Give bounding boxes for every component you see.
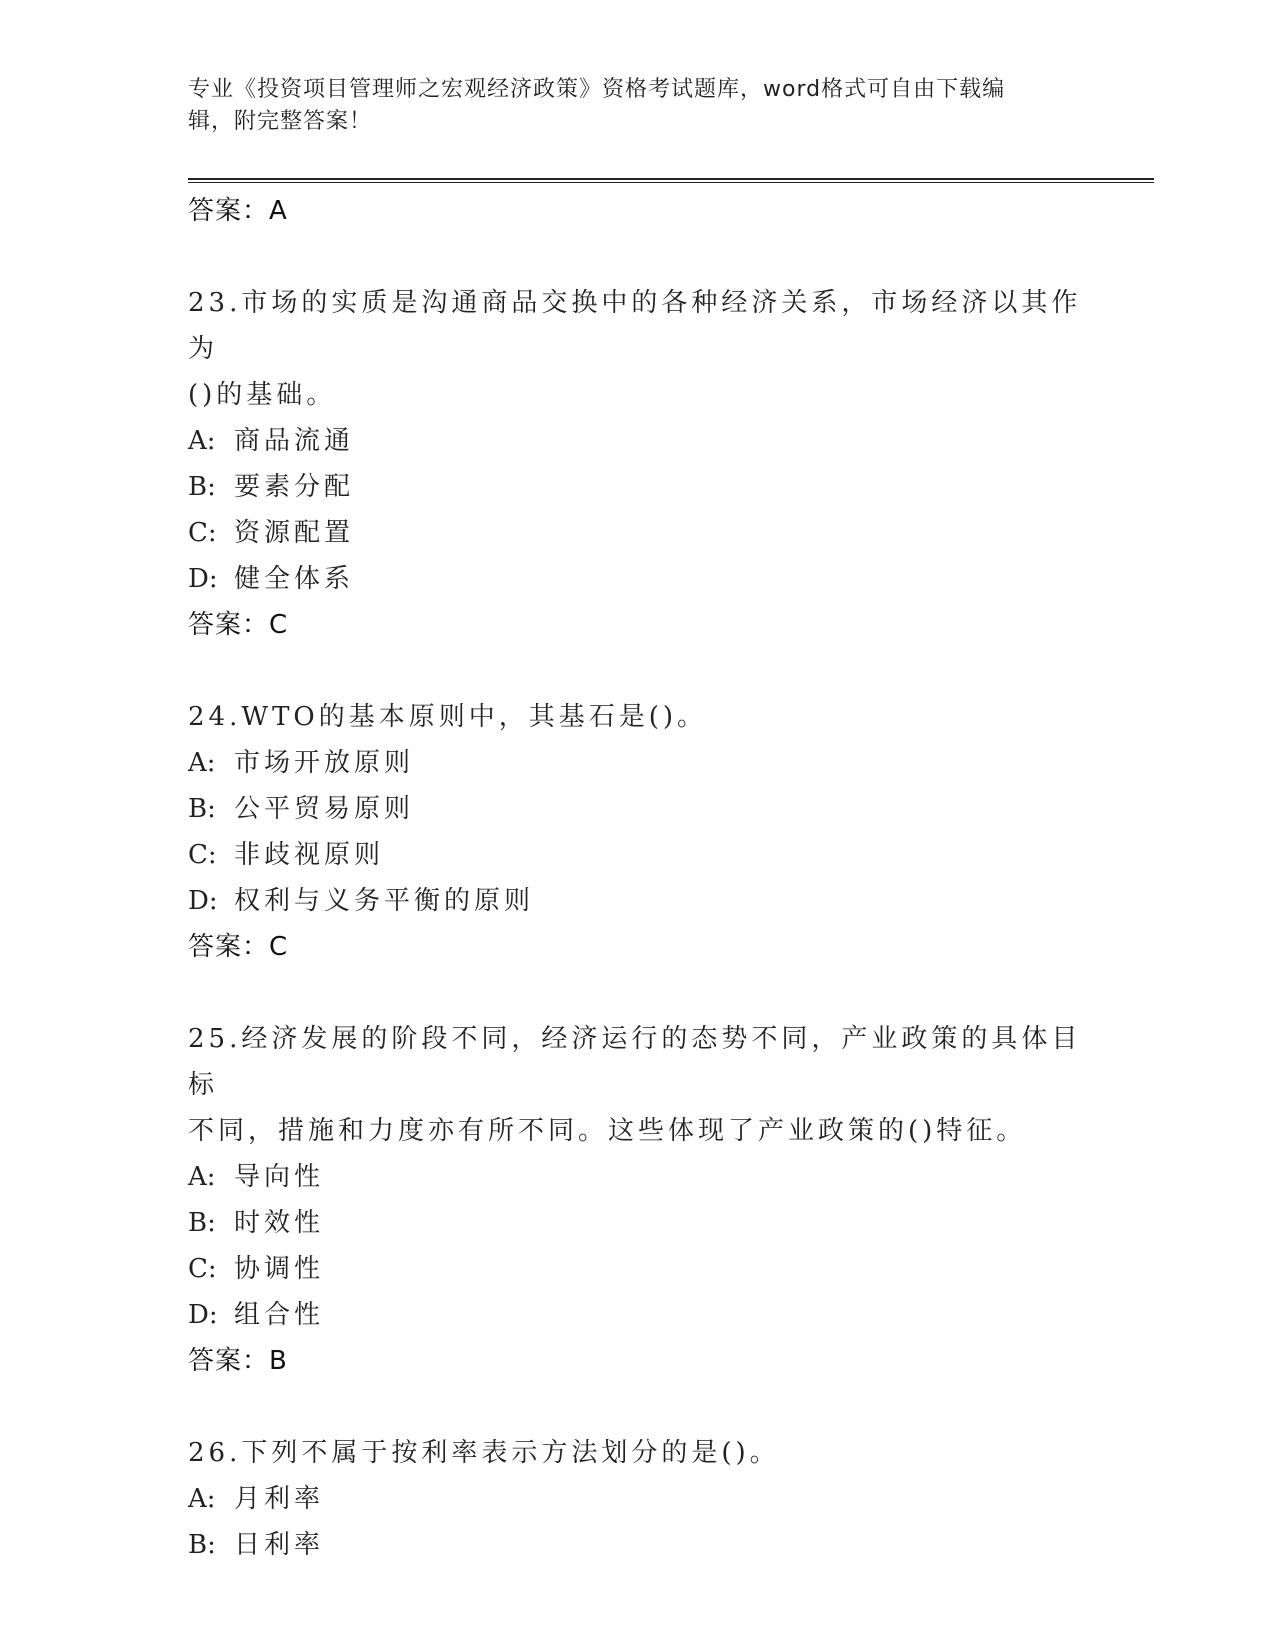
question-text	[188, 694, 1088, 740]
answer-line: 答案：B	[188, 1346, 288, 1376]
header-divider	[188, 178, 1154, 180]
question-23	[188, 280, 1088, 648]
question-line: 23.市场的实质是沟通商品交换中的各种经济关系，市场经济以其作为	[188, 288, 1082, 364]
answer-line: 答案：A	[188, 196, 288, 226]
option-a	[188, 418, 1088, 464]
option-letter: C:	[188, 840, 217, 870]
answer-line: 答案：C	[188, 610, 289, 640]
option-d	[188, 878, 1088, 924]
question-text	[188, 280, 1088, 418]
option-text: 权利与义务平衡的原则	[234, 886, 535, 916]
option-b	[188, 464, 1088, 510]
option-text: 组合性	[234, 1300, 325, 1330]
option-a	[188, 1476, 1088, 1522]
option-text: 导向性	[234, 1162, 325, 1192]
document-header	[188, 74, 1068, 138]
option-letter: C:	[188, 1254, 217, 1284]
option-c	[188, 1246, 1088, 1292]
question-text	[188, 1016, 1088, 1154]
option-text: 要素分配	[234, 472, 355, 502]
option-c	[188, 510, 1088, 556]
option-letter: A:	[188, 426, 216, 456]
option-text: 公平贸易原则	[234, 794, 415, 824]
option-letter: A:	[188, 748, 216, 778]
option-letter: B:	[188, 1208, 216, 1238]
option-text: 日利率	[234, 1530, 325, 1560]
option-letter: D:	[188, 564, 218, 594]
option-d	[188, 556, 1088, 602]
option-a	[188, 740, 1088, 786]
question-line: ()的基础。	[188, 380, 337, 410]
option-text: 市场开放原则	[234, 748, 415, 778]
header-line-1: 专业《投资项目管理师之宏观经济政策》资格考试题库，word格式可自由下载编	[188, 77, 1006, 102]
answer-line: 答案：C	[188, 932, 289, 962]
option-b	[188, 1200, 1088, 1246]
question-line: 25.经济发展的阶段不同，经济运行的态势不同，产业政策的具体目标	[188, 1024, 1082, 1100]
option-text: 资源配置	[234, 518, 355, 548]
question-26	[188, 1430, 1088, 1568]
option-letter: B:	[188, 472, 216, 502]
question-list	[188, 188, 1088, 1568]
question-text	[188, 1430, 1088, 1476]
option-letter: C:	[188, 518, 217, 548]
option-text: 健全体系	[234, 564, 355, 594]
question-line: 不同，措施和力度亦有所不同。这些体现了产业政策的()特征。	[188, 1116, 1027, 1146]
option-text: 月利率	[234, 1484, 325, 1514]
option-text: 商品流通	[234, 426, 355, 456]
option-letter: D:	[188, 1300, 218, 1330]
header-line-2: 辑，附完整答案！	[188, 109, 373, 134]
header-divider-thin	[188, 182, 1154, 183]
option-d	[188, 1292, 1088, 1338]
option-letter: A:	[188, 1162, 216, 1192]
question-25	[188, 1016, 1088, 1384]
option-letter: B:	[188, 1530, 216, 1560]
question-line: 26.下列不属于按利率表示方法划分的是()。	[188, 1438, 780, 1468]
option-letter: D:	[188, 886, 218, 916]
question-24	[188, 694, 1088, 970]
option-letter: A:	[188, 1484, 216, 1514]
option-a	[188, 1154, 1088, 1200]
option-b	[188, 1522, 1088, 1568]
option-text: 时效性	[234, 1208, 325, 1238]
option-b	[188, 786, 1088, 832]
option-letter: B:	[188, 794, 216, 824]
option-c	[188, 832, 1088, 878]
option-text: 协调性	[234, 1254, 325, 1284]
option-text: 非歧视原则	[234, 840, 385, 870]
question-line: 24.WTO的基本原则中，其基石是()。	[188, 702, 708, 732]
